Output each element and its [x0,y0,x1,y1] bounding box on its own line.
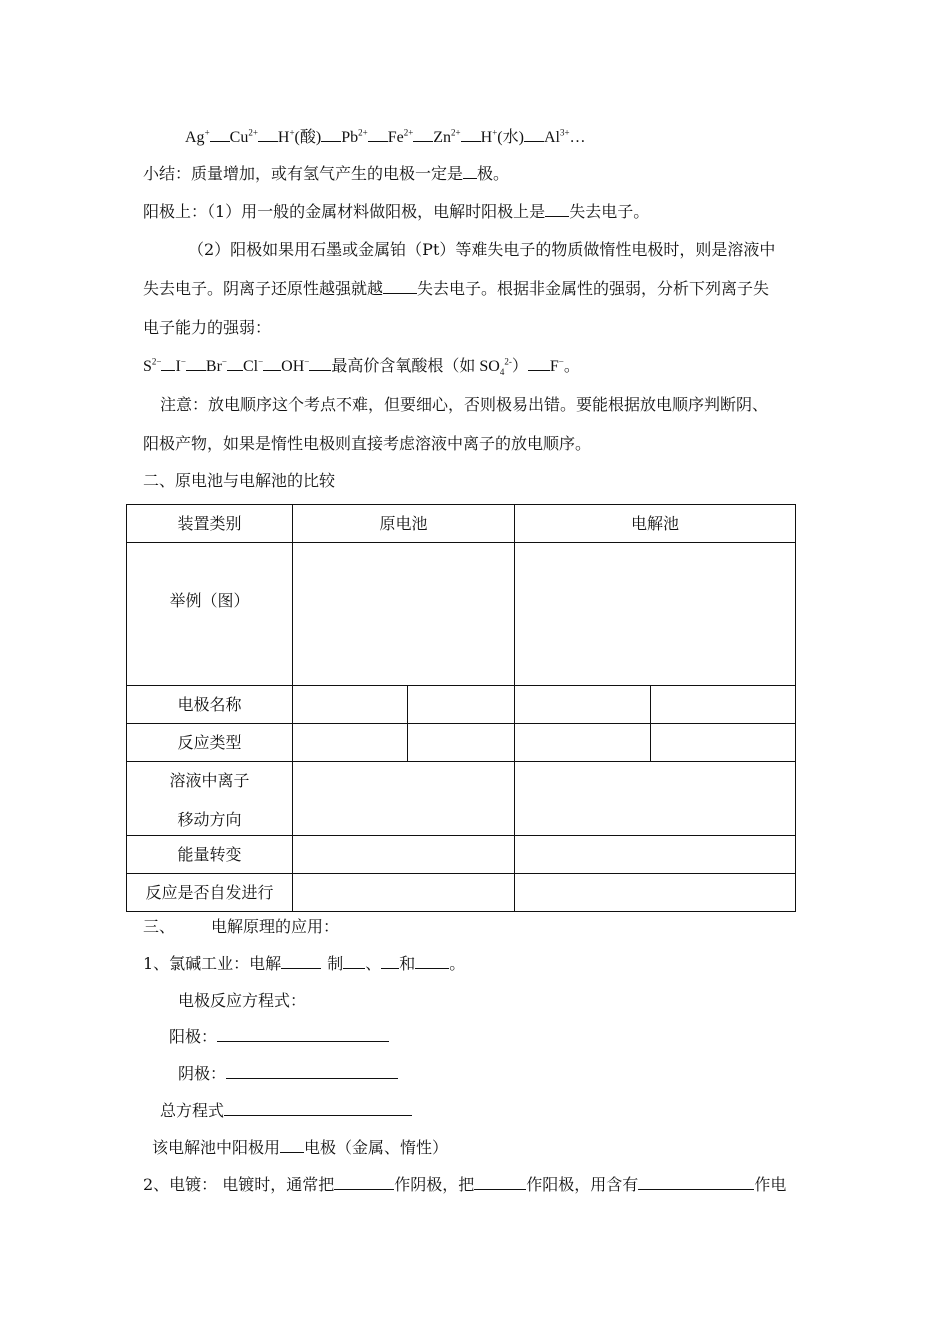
answer-cell[interactable] [293,874,515,912]
cathode-eq-line: 阴极： [178,1064,398,1084]
answer-cell[interactable] [293,543,515,686]
ion-ag: Ag [185,129,205,146]
blank[interactable] [381,954,399,969]
blank[interactable] [368,127,388,142]
blank[interactable] [227,356,243,371]
table-row [127,836,796,874]
anode-line-2: （2）阳极如果用石墨或金属铂（Pt）等难失电子的物质做惰性电极时，则是溶液中 [188,240,776,259]
section2-title: 二、原电池与电解池的比较 [143,471,336,490]
answer-cell[interactable] [515,543,796,686]
ion-al: Al [543,129,560,146]
anode-material-line: 该电解池中阳极用 电极（金属、惰性） [152,1138,449,1157]
ion-zn: Zn [433,129,452,146]
answer-cell[interactable] [515,874,796,912]
section3-title: 三、 电解原理的应用： [143,917,340,936]
answer-cell[interactable] [293,762,515,836]
blank[interactable] [309,356,331,371]
answer-cell[interactable] [515,724,651,762]
header-cell: 原电池 [293,505,515,543]
blank[interactable] [461,127,481,142]
plating-line: 2、电镀： 电镀时，通常把 作阴极，把 作阳极，用含有 作电 [143,1175,787,1194]
ion-cu: Cu [229,129,249,146]
note-line-1: 注意：放电顺序这个考点不难，但要细心，否则极易出错。要能根据放电顺序判断阴、 [160,395,769,414]
blank[interactable] [638,1175,754,1190]
row-label: 能量转变 [127,836,293,874]
answer-cell[interactable] [293,724,408,762]
ion-h: H [277,129,290,146]
answer-cell[interactable] [408,686,515,724]
blank[interactable] [463,164,477,179]
anode-line-3: 失去电子。阴离子还原性越强就越 失去电子。根据非金属性的强弱，分析下列离子失 [143,279,770,298]
row-label: 反应是否自发进行 [127,874,293,912]
blank[interactable] [415,954,449,969]
table-row [127,686,796,724]
ion-h2: H [480,129,493,146]
row-label: 反应类型 [127,724,293,762]
blank[interactable] [263,356,281,371]
blank[interactable] [281,954,321,969]
header-cell: 电解池 [515,505,796,543]
answer-cell[interactable] [408,724,515,762]
summary-line: 小结：质量增加，或有氢气产生的电极一定是 极。 [143,164,510,183]
answer-cell[interactable] [651,724,796,762]
electrode-eq-label: 电极反应方程式： [178,991,307,1010]
anode-eq-line: 阳极： [169,1027,389,1047]
total-eq-line: 总方程式 [160,1101,412,1121]
note-line-2: 阳极产物，如果是惰性电极则直接考虑溶液中离子的放电顺序。 [143,434,592,453]
blank[interactable] [280,1138,304,1153]
blank[interactable] [258,127,278,142]
answer-cell[interactable] [651,686,796,724]
row-label: 电极名称 [127,686,293,724]
row-label: 溶液中离子 移动方向 [127,762,293,836]
blank[interactable] [528,356,550,371]
answer-cell[interactable] [293,686,408,724]
answer-cell[interactable] [515,762,796,836]
cathode-eq-blank[interactable] [226,1064,398,1079]
answer-cell[interactable] [515,836,796,874]
anode-eq-blank[interactable] [217,1027,389,1042]
blank[interactable] [524,127,544,142]
ion-pb: Pb [341,129,359,146]
ion-fe: Fe [387,129,404,146]
table-row [127,505,796,543]
comparison-table [126,504,796,912]
table-row [127,762,796,836]
blank[interactable] [545,202,569,217]
blank[interactable] [334,1175,394,1190]
anion-order-line: $S^{2-}$ I− Br− Cl− OH− 最高价含氧酸根（如 $SO_4^{2-}$） F−。 [143,356,580,378]
blank[interactable] [161,356,175,371]
table-row [127,874,796,912]
table-row [127,543,796,686]
blank[interactable] [383,279,417,294]
blank[interactable] [186,356,206,371]
blank[interactable] [210,127,230,142]
blank[interactable] [474,1175,526,1190]
blank[interactable] [321,127,341,142]
header-cell: 装置类别 [127,505,293,543]
blank[interactable] [413,127,433,142]
total-eq-blank[interactable] [224,1101,412,1116]
cation-order-line: Ag+ $Cu^{2+}$ H+(酸) $Pb^{2+}$ $Fe^{2+}$ $Zn^{2+}$ H+(水) $Al^{3+}\dots$ [185,127,586,146]
row-label: 举例（图） [127,543,293,686]
answer-cell[interactable] [515,686,651,724]
blank[interactable] [343,954,365,969]
anode-line-1: 阳极上：（1）用一般的金属材料做阳极，电解时阳极上是 失去电子。 [143,202,650,221]
anode-line-4: 电子能力的强弱： [143,318,272,337]
answer-cell[interactable] [293,836,515,874]
table-row [127,724,796,762]
chlor-alkali-line: 1、氯碱工业：电解 制 、 和 。 [143,954,466,973]
